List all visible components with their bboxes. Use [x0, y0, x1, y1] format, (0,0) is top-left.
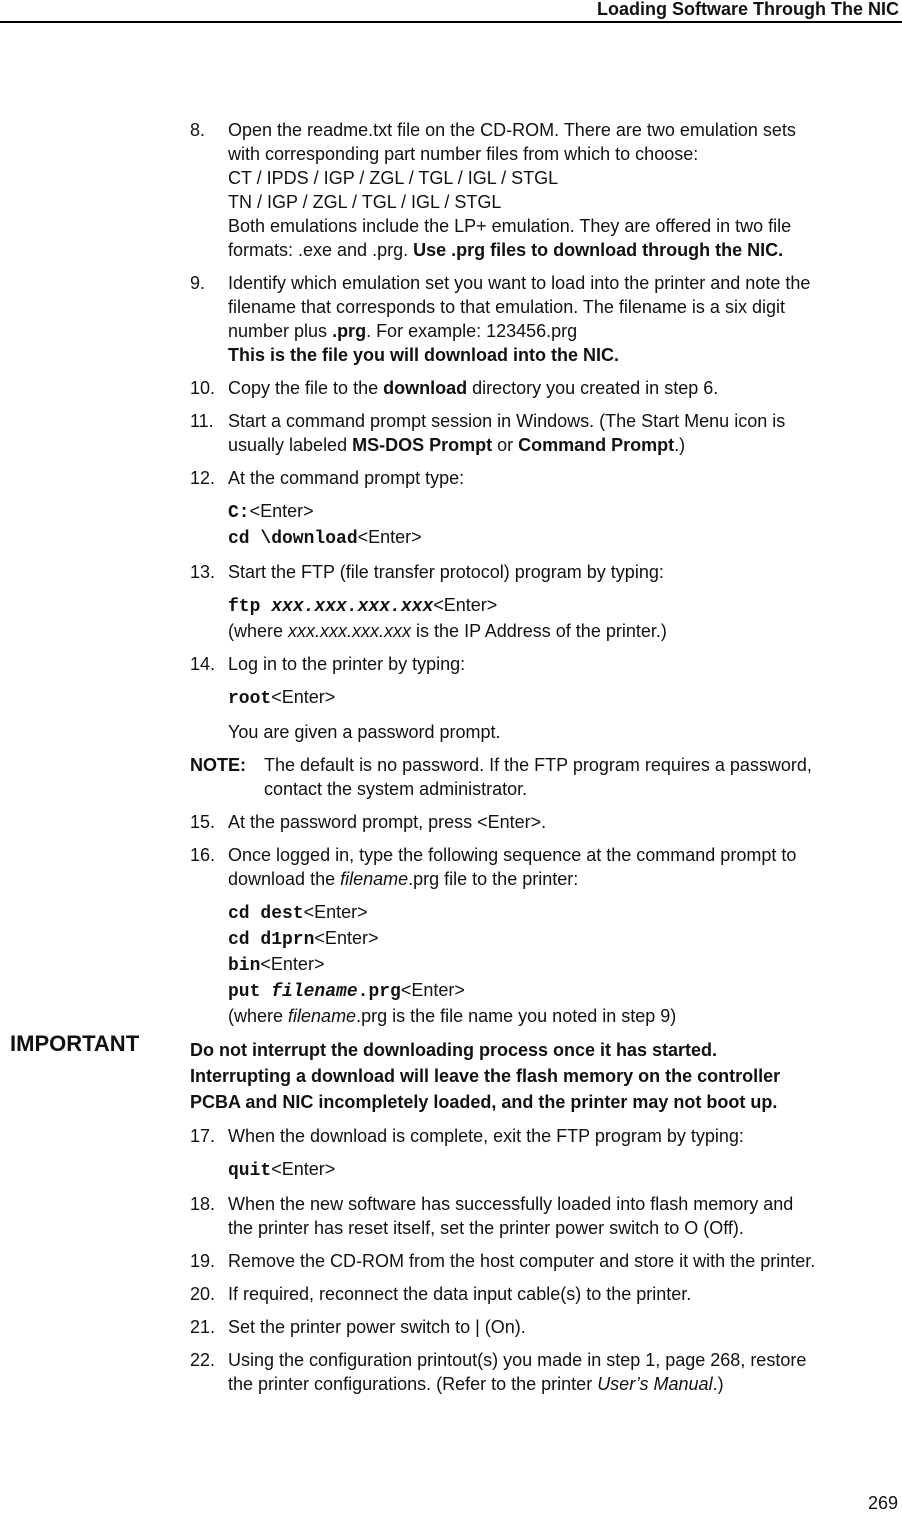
- command-line: [228, 926, 902, 952]
- command-text: put: [228, 982, 272, 1002]
- step-13: [0, 560, 902, 584]
- step-text: Log in to the printer by typing:: [228, 654, 466, 674]
- step-22: [0, 1348, 902, 1396]
- step-number: 17.: [190, 1126, 216, 1146]
- step-text-part: formats: .exe and .prg.: [228, 240, 414, 260]
- emphasis-text: .prg: [332, 321, 367, 341]
- note-text: contact the system administrator.: [264, 779, 528, 799]
- command-line: [228, 593, 902, 619]
- step-number: 11.: [190, 411, 214, 431]
- step-text-part: is the IP Address of the printer.): [411, 621, 667, 641]
- step-text-part: download the: [228, 869, 341, 889]
- important-block: [0, 1031, 902, 1115]
- command-text: quit: [228, 1161, 272, 1181]
- step-text: [228, 1004, 902, 1028]
- step-number: 9.: [190, 273, 206, 293]
- enter-key-text: <Enter>: [433, 595, 498, 615]
- step-number: 21.: [190, 1317, 216, 1337]
- enter-key-text: <Enter>: [303, 902, 368, 922]
- emphasis-text: MS-DOS Prompt: [352, 435, 493, 455]
- command-block: [0, 900, 902, 1028]
- step-number: 12.: [190, 468, 216, 488]
- emphasis-text: Command Prompt: [518, 435, 675, 455]
- step-number: 13.: [190, 562, 216, 582]
- step-17: [0, 1124, 902, 1148]
- emphasis-text: This is the file you will download into the NIC.: [228, 345, 620, 365]
- step-text: Start the FTP (file transfer protocol) program by typing:: [228, 562, 664, 582]
- step-text: Open the readme.txt file on the CD-ROM. There are two emulation sets: [228, 120, 796, 140]
- italic-text: filename: [288, 1006, 357, 1026]
- enter-key-text: <Enter>: [249, 501, 314, 521]
- step-text: [228, 376, 902, 400]
- step-16: [0, 843, 902, 891]
- step-19: [0, 1249, 902, 1273]
- step-text: Set the printer power switch to | (On).: [228, 1317, 526, 1337]
- step-20: [0, 1282, 902, 1306]
- command-line: [228, 952, 902, 978]
- step-text: filename that corresponds to that emulation. The filename is a six digit: [228, 297, 785, 317]
- emulation-set-ct: CT / IPDS / IGP / ZGL / TGL / IGL / STGL: [228, 168, 559, 188]
- step-number: 19.: [190, 1251, 216, 1271]
- command-text: C:: [228, 503, 250, 523]
- enter-key-text: <Enter>: [400, 980, 465, 1000]
- command-text: .prg: [357, 982, 401, 1002]
- step-text: [228, 319, 902, 343]
- enter-key-text: <Enter>: [357, 527, 422, 547]
- step-21: [0, 1315, 902, 1339]
- important-text: PCBA and NIC incompletely loaded, and the printer may not boot up.: [190, 1092, 778, 1112]
- step-18: [0, 1192, 902, 1240]
- step-text: with corresponding part number files from which to choose:: [228, 144, 699, 164]
- command-argument: filename: [271, 982, 358, 1002]
- step-text: If required, reconnect the data input cable(s) to the printer.: [228, 1284, 692, 1304]
- command-line: [228, 499, 902, 525]
- step-text-part: Copy the file to the: [228, 378, 384, 398]
- step-text: the printer has reset itself, set the printer power switch to O (Off).: [228, 1218, 744, 1238]
- step-text: Using the configuration printout(s) you made in step 1, page 268, restore: [228, 1350, 807, 1370]
- document-body: [0, 118, 902, 1405]
- command-text: ftp: [228, 597, 272, 617]
- important-text: Interrupting a download will leave the flash memory on the controller: [190, 1066, 781, 1086]
- step-text: When the download is complete, exit the FTP program by typing:: [228, 1126, 744, 1146]
- step-text: You are given a password prompt.: [228, 722, 501, 742]
- step-text-part: .prg is the file name you noted in step 9): [356, 1006, 677, 1026]
- step-text: Once logged in, type the following sequence at the command prompt to: [228, 845, 797, 865]
- step-text-part: . For example: 123456.prg: [366, 321, 578, 341]
- step-text-part: the printer configurations. (Refer to the printer: [228, 1374, 598, 1394]
- note-label: NOTE:: [190, 755, 246, 775]
- emphasis-text: download: [383, 378, 468, 398]
- step-text: Identify which emulation set you want to load into the printer and note the: [228, 273, 811, 293]
- command-text: cd dest: [228, 904, 304, 924]
- step-number: 22.: [190, 1350, 216, 1370]
- step-text: [228, 867, 902, 891]
- step-text: [228, 1372, 902, 1396]
- step-10: [0, 376, 902, 400]
- step-text-part: or: [492, 435, 519, 455]
- command-line: [228, 1157, 902, 1183]
- note-text: The default is no password. If the FTP program requires a password,: [264, 755, 812, 775]
- step-text: Remove the CD-ROM from the host computer and store it with the printer.: [228, 1251, 816, 1271]
- page-header-title: Loading Software Through The NIC: [597, 0, 899, 19]
- command-block: [0, 593, 902, 643]
- step-number: 16.: [190, 845, 216, 865]
- step-text: At the password prompt, press <Enter>.: [228, 812, 547, 832]
- italic-text: filename: [340, 869, 409, 889]
- step-text: When the new software has successfully loaded into flash memory and: [228, 1194, 794, 1214]
- enter-key-text: <Enter>: [260, 954, 325, 974]
- enter-key-text: <Enter>: [314, 928, 379, 948]
- command-block: [0, 1157, 902, 1183]
- important-text: Do not interrupt the downloading process once it has started.: [190, 1040, 718, 1060]
- step-text: [0, 720, 902, 744]
- italic-text: xxx.xxx.xxx.xxx: [288, 621, 412, 641]
- command-block: [0, 685, 902, 711]
- step-number: 18.: [190, 1194, 216, 1214]
- step-text-part: (where: [228, 621, 289, 641]
- step-8: [0, 118, 902, 262]
- step-text-part: directory you created in step 6.: [467, 378, 719, 398]
- step-text: Both emulations include the LP+ emulation. They are offered in two file: [228, 216, 792, 236]
- command-argument: xxx.xxx.xxx.xxx: [271, 597, 434, 617]
- step-11: [0, 409, 902, 457]
- command-text: root: [228, 689, 272, 709]
- enter-key-text: <Enter>: [271, 687, 336, 707]
- step-text-part: .): [712, 1374, 724, 1394]
- command-text: bin: [228, 956, 261, 976]
- step-number: 15.: [190, 812, 216, 832]
- header-rule: [0, 21, 902, 23]
- step-text-part: (where: [228, 1006, 289, 1026]
- step-text: Start a command prompt session in Windows. (The Start Menu icon is: [228, 411, 786, 431]
- command-line: [228, 685, 902, 711]
- step-text-part: usually labeled: [228, 435, 353, 455]
- step-9: [0, 271, 902, 367]
- note-block: [0, 753, 902, 801]
- important-label: IMPORTANT: [10, 1031, 140, 1056]
- command-line: [228, 525, 902, 551]
- step-number: 8.: [190, 120, 206, 140]
- step-text-part: .prg file to the printer:: [408, 869, 579, 889]
- emphasis-text: Use .prg files to download through the NIC.: [413, 240, 784, 260]
- step-number: 20.: [190, 1284, 216, 1304]
- step-text: [228, 238, 902, 262]
- command-block: [0, 499, 902, 551]
- command-line: [228, 900, 902, 926]
- step-number: 10.: [190, 378, 216, 398]
- command-text: cd d1prn: [228, 930, 315, 950]
- step-text-part: number plus: [228, 321, 333, 341]
- step-text: At the command prompt type:: [228, 468, 465, 488]
- step-text: [228, 433, 902, 457]
- command-text: cd \download: [228, 529, 358, 549]
- italic-text: User’s Manual: [597, 1374, 713, 1394]
- step-text-part: .): [674, 435, 686, 455]
- command-line: [228, 978, 902, 1004]
- step-number: 14.: [190, 654, 216, 674]
- step-12: [0, 466, 902, 490]
- page-number: 269: [867, 1493, 898, 1513]
- step-15: [0, 810, 902, 834]
- step-14: [0, 652, 902, 676]
- step-text: [228, 619, 902, 643]
- emulation-set-tn: TN / IGP / ZGL / TGL / IGL / STGL: [228, 192, 502, 212]
- enter-key-text: <Enter>: [271, 1159, 336, 1179]
